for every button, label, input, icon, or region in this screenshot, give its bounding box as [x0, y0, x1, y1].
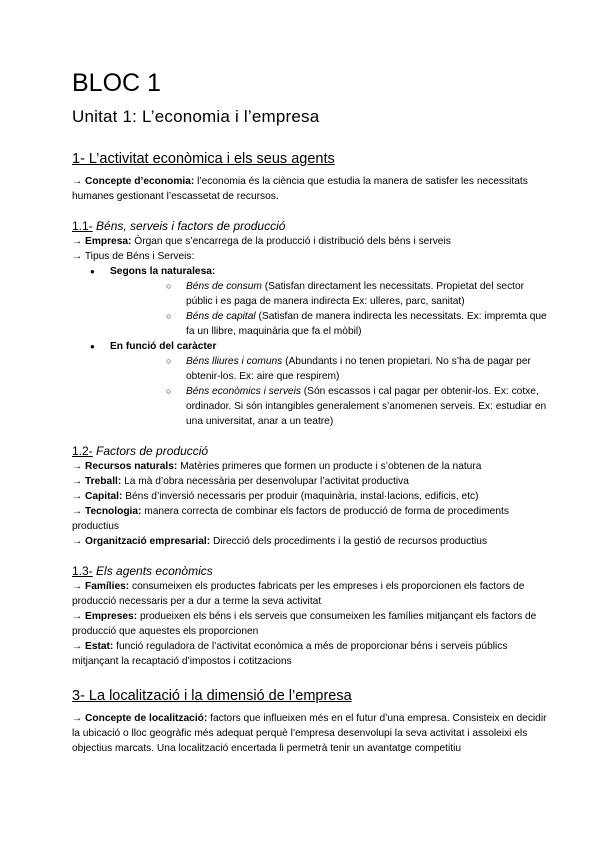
item-text: La mà d’obra necessària per desenvolupar l’activitat productiva	[121, 476, 409, 487]
item-term: Béns de capital	[186, 311, 256, 322]
item-text: (Són escassos i cal pagar per obtenir-los. Ex: cotxe, ordinador. Si són intangibles generalement s’anomenen serveis. Ex: estudiar en una universitat, anar a un teatre)	[186, 386, 547, 427]
concept-localitzacio-text: factors que influeixen més en el futur d’una empresa. Consisteix en decidir la ubicació o lloc geogràfic més adequat perquè l’empresa desenvolupi la seva activitat i assoleixi els objectius marcats. Una localització encertada li permetrà tenir un avantatge competitiu	[72, 713, 547, 754]
item-term: Béns econòmics i serveis	[186, 386, 301, 397]
item-label: → Organització empresarial:	[72, 536, 211, 547]
item-text: (Satisfan de manera indirecta les necessitats. Ex: impremta que fa un llibre, maquinària que fa el mòbil)	[186, 311, 547, 337]
item-term: Béns de consum	[186, 281, 262, 292]
item-label: → Empreses:	[72, 611, 138, 622]
section-1-heading: 1- L’activitat econòmica i els seus agents	[72, 151, 335, 167]
list-item	[72, 459, 550, 474]
list-item	[110, 384, 550, 429]
concept-localitzacio-label: → Concepte de localització:	[72, 713, 208, 724]
list-item	[110, 354, 550, 384]
subsection-title: Béns, serveis i factors de producció	[92, 219, 286, 233]
list-item	[110, 279, 550, 309]
tipus-list	[72, 264, 550, 429]
group-label: Segons la naturalesa:	[110, 266, 216, 277]
subsection-1-2-heading	[72, 443, 550, 459]
list-item	[110, 309, 550, 339]
item-text: (Abundants i no tenen propietari. No s’ha de pagar per obtenir-los. Ex: aire que respirem)	[186, 356, 531, 382]
item-text: (Satisfan directament les necessitats. Propietat del sector públic i es paga de manera indirecta Ex: ulleres, parc, sanitat)	[186, 281, 525, 307]
item-text: Matèries primeres que formen un producte i s’obtenen de la natura	[177, 461, 482, 472]
subsection-1-3-heading	[72, 563, 550, 579]
section-3-heading: 3- La localització i la dimensió de l’empresa	[72, 688, 352, 704]
group-label: En funció del caràcter	[110, 341, 217, 352]
concept-localitzacio	[72, 711, 550, 756]
concept-economia-text: l’economia és la ciència que estudia la manera de satisfer les necessitats humanes gestionant l’escassetat de recursos.	[72, 176, 528, 202]
empresa-definition	[72, 234, 550, 249]
item-label: → Estat:	[72, 641, 114, 652]
item-text: funció reguladora de l’activitat econòmica a més de proporcionar béns i serveis públics mitjançant la recaptació d’impostos i cotitzacions	[72, 641, 508, 667]
list-item	[72, 639, 550, 669]
list-item	[72, 504, 550, 534]
subsection-title: Factors de producció	[92, 444, 209, 458]
item-label: → Treball:	[72, 476, 122, 487]
empresa-label: → Empresa:	[72, 236, 132, 247]
concept-economia-label: → Concepte d’economia:	[72, 176, 195, 187]
subsection-1-1-heading	[72, 218, 550, 234]
tipus-line: → Tipus de Béns i Serveis:	[72, 251, 195, 262]
subsection-number: 1.1-	[72, 219, 93, 233]
list-item	[72, 579, 550, 609]
agents-list	[72, 579, 550, 669]
subsection-number: 1.2-	[72, 444, 93, 458]
list-item	[72, 534, 550, 549]
page-title: BLOC 1	[72, 69, 161, 97]
empresa-text: Òrgan que s’encarrega de la producció i distribució dels béns i serveis	[131, 236, 451, 247]
subsection-number: 1.3-	[72, 564, 93, 578]
item-text: manera correcta de combinar els factors de producció de forma de procediments productius	[72, 506, 509, 532]
sublist	[110, 354, 550, 429]
item-label: → Capital:	[72, 491, 123, 502]
factors-list	[72, 459, 550, 549]
sublist	[110, 279, 550, 339]
item-term: Béns lliures i comuns	[186, 356, 283, 367]
item-text: Béns d’inversió necessaris per produir (maquinària, instal·lacions, edificis, etc)	[122, 491, 479, 502]
list-item	[72, 339, 550, 429]
list-item	[72, 474, 550, 489]
item-label: → Tecnologia:	[72, 506, 142, 517]
item-label: → Recursos naturals:	[72, 461, 178, 472]
item-text: consumeixen els productes fabricats per les empreses i els proporcionen els factors de producció necessaris per a dur a terme la seva activitat	[72, 581, 525, 607]
unit-subtitle: Unitat 1: L’economia i l’empresa	[72, 107, 320, 126]
subsection-title: Els agents econòmics	[92, 564, 213, 578]
item-text: produeixen els béns i els serveis que consumeixen les famílies mitjançant els factors de producció que aquestes els proporcionen	[72, 611, 537, 637]
item-text: Direcció dels procediments i la gestió de recursos productius	[210, 536, 488, 547]
item-label: → Famílies:	[72, 581, 130, 592]
list-item	[72, 609, 550, 639]
concept-economia	[72, 174, 550, 204]
list-item	[72, 264, 550, 339]
list-item	[72, 489, 550, 504]
